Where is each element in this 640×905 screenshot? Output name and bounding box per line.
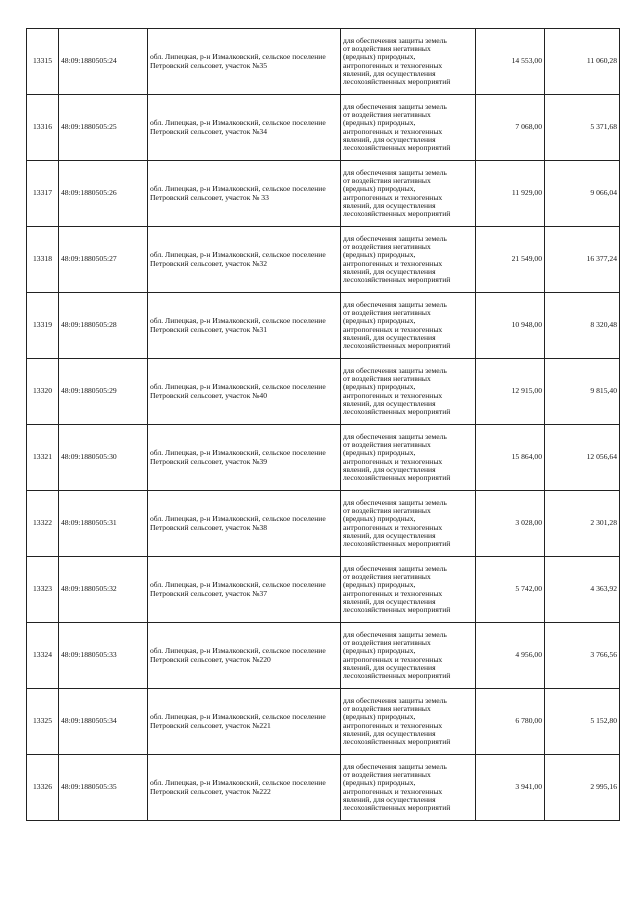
- row-number-cell: 13317: [27, 161, 59, 227]
- purpose-line: от воздействия негативных: [343, 242, 431, 252]
- cadastral-number-cell: 48:09:1880505:27: [59, 227, 148, 293]
- purpose-line: для обеспечения защиты земель: [343, 167, 447, 177]
- purpose-cell: [341, 491, 476, 557]
- purpose-cell: [341, 29, 476, 95]
- purpose-cell: [341, 359, 476, 425]
- purpose-line: явлений, для осуществления: [343, 266, 436, 276]
- cadastral-number-cell: 48:09:1880505:31: [59, 491, 148, 557]
- purpose-line: антропогенных и техногенных: [343, 126, 443, 136]
- purpose-line: от воздействия негативных: [343, 308, 431, 318]
- table-row: [27, 623, 620, 689]
- purpose-line: (вредных) природных,: [343, 52, 416, 62]
- cadastral-number-cell: 48:09:1880505:26: [59, 161, 148, 227]
- purpose-line: (вредных) природных,: [343, 448, 416, 458]
- address-cell: обл. Липецкая, р-н Измалковский, сельское поселение Петровский сельсовет, участок №37: [148, 557, 341, 623]
- cadastral-value-cell: 8 320,48: [545, 293, 620, 359]
- purpose-cell: [341, 689, 476, 755]
- purpose-line: явлений, для осуществления: [343, 134, 436, 144]
- purpose-line: лесохозяйственных мероприятий: [343, 208, 451, 218]
- cadastral-value-cell: 12 056,64: [545, 425, 620, 491]
- purpose-line: антропогенных и техногенных: [343, 786, 443, 796]
- purpose-line: лесохозяйственных мероприятий: [343, 736, 451, 746]
- row-number-cell: 13320: [27, 359, 59, 425]
- row-number-cell: 13326: [27, 755, 59, 821]
- purpose-line: для обеспечения защиты земель: [343, 497, 447, 507]
- area-cell: 15 864,00: [476, 425, 545, 491]
- purpose-line: явлений, для осуществления: [343, 662, 436, 672]
- address-cell: обл. Липецкая, р-н Измалковский, сельское поселение Петровский сельсовет, участок № 33: [148, 161, 341, 227]
- area-cell: 3 028,00: [476, 491, 545, 557]
- purpose-line: для обеспечения защиты земель: [343, 233, 447, 243]
- purpose-line: (вредных) природных,: [343, 184, 416, 194]
- cadastral-number-cell: 48:09:1880505:32: [59, 557, 148, 623]
- purpose-line: явлений, для осуществления: [343, 200, 436, 210]
- purpose-line: явлений, для осуществления: [343, 794, 436, 804]
- land-registry-table: [26, 28, 620, 821]
- purpose-line: антропогенных и техногенных: [343, 588, 443, 598]
- purpose-line: от воздействия негативных: [343, 572, 431, 582]
- row-number-cell: 13322: [27, 491, 59, 557]
- table-row: [27, 425, 620, 491]
- purpose-line: для обеспечения защиты земель: [343, 299, 447, 309]
- address-cell: обл. Липецкая, р-н Измалковский, сельское поселение Петровский сельсовет, участок №35: [148, 29, 341, 95]
- row-number-cell: 13323: [27, 557, 59, 623]
- cadastral-number-cell: 48:09:1880505:29: [59, 359, 148, 425]
- table-row: [27, 359, 620, 425]
- cadastral-value-cell: 5 371,68: [545, 95, 620, 161]
- purpose-line: от воздействия негативных: [343, 638, 431, 648]
- purpose-line: для обеспечения защиты земель: [343, 365, 447, 375]
- purpose-line: для обеспечения защиты земель: [343, 695, 447, 705]
- cadastral-value-cell: 9 066,04: [545, 161, 620, 227]
- purpose-line: явлений, для осуществления: [343, 596, 436, 606]
- cadastral-value-cell: 2 301,28: [545, 491, 620, 557]
- area-cell: 11 929,00: [476, 161, 545, 227]
- area-cell: 6 780,00: [476, 689, 545, 755]
- purpose-line: (вредных) природных,: [343, 118, 416, 128]
- area-cell: 7 068,00: [476, 95, 545, 161]
- purpose-line: (вредных) природных,: [343, 514, 416, 524]
- purpose-line: лесохозяйственных мероприятий: [343, 76, 451, 86]
- cadastral-value-cell: 11 060,28: [545, 29, 620, 95]
- purpose-line: (вредных) природных,: [343, 250, 416, 260]
- purpose-line: от воздействия негативных: [343, 176, 431, 186]
- purpose-line: антропогенных и техногенных: [343, 192, 443, 202]
- registry-body: [27, 29, 620, 821]
- area-cell: 21 549,00: [476, 227, 545, 293]
- cadastral-value-cell: 5 152,80: [545, 689, 620, 755]
- table-row: [27, 161, 620, 227]
- purpose-line: лесохозяйственных мероприятий: [343, 472, 451, 482]
- cadastral-number-cell: 48:09:1880505:30: [59, 425, 148, 491]
- purpose-line: лесохозяйственных мероприятий: [343, 274, 451, 284]
- table-row: [27, 689, 620, 755]
- purpose-line: лесохозяйственных мероприятий: [343, 538, 451, 548]
- cadastral-value-cell: 4 363,92: [545, 557, 620, 623]
- table-row: [27, 491, 620, 557]
- area-cell: 3 941,00: [476, 755, 545, 821]
- address-cell: обл. Липецкая, р-н Измалковский, сельское поселение Петровский сельсовет, участок №31: [148, 293, 341, 359]
- cadastral-number-cell: 48:09:1880505:28: [59, 293, 148, 359]
- purpose-cell: [341, 293, 476, 359]
- purpose-line: лесохозяйственных мероприятий: [343, 604, 451, 614]
- address-cell: обл. Липецкая, р-н Измалковский, сельское поселение Петровский сельсовет, участок №34: [148, 95, 341, 161]
- area-cell: 5 742,00: [476, 557, 545, 623]
- purpose-cell: [341, 227, 476, 293]
- purpose-line: явлений, для осуществления: [343, 332, 436, 342]
- purpose-line: (вредных) природных,: [343, 382, 416, 392]
- purpose-line: для обеспечения защиты земель: [343, 431, 447, 441]
- purpose-line: от воздействия негативных: [343, 440, 431, 450]
- purpose-cell: [341, 557, 476, 623]
- cadastral-number-cell: 48:09:1880505:33: [59, 623, 148, 689]
- table-row: [27, 557, 620, 623]
- cadastral-number-cell: 48:09:1880505:25: [59, 95, 148, 161]
- purpose-line: явлений, для осуществления: [343, 464, 436, 474]
- row-number-cell: 13319: [27, 293, 59, 359]
- cadastral-number-cell: 48:09:1880505:34: [59, 689, 148, 755]
- purpose-line: лесохозяйственных мероприятий: [343, 406, 451, 416]
- purpose-line: от воздействия негативных: [343, 770, 431, 780]
- purpose-line: антропогенных и техногенных: [343, 258, 443, 268]
- purpose-line: явлений, для осуществления: [343, 68, 436, 78]
- cadastral-value-cell: 3 766,56: [545, 623, 620, 689]
- purpose-cell: [341, 623, 476, 689]
- purpose-line: для обеспечения защиты земель: [343, 101, 447, 111]
- purpose-line: (вредных) природных,: [343, 316, 416, 326]
- purpose-line: для обеспечения защиты земель: [343, 761, 447, 771]
- cadastral-number-cell: 48:09:1880505:35: [59, 755, 148, 821]
- purpose-line: от воздействия негативных: [343, 704, 431, 714]
- table-row: [27, 95, 620, 161]
- purpose-line: лесохозяйственных мероприятий: [343, 802, 451, 812]
- area-cell: 14 553,00: [476, 29, 545, 95]
- area-cell: 4 956,00: [476, 623, 545, 689]
- row-number-cell: 13321: [27, 425, 59, 491]
- area-cell: 10 948,00: [476, 293, 545, 359]
- cadastral-value-cell: 16 377,24: [545, 227, 620, 293]
- purpose-line: антропогенных и техногенных: [343, 720, 443, 730]
- purpose-line: (вредных) природных,: [343, 712, 416, 722]
- purpose-line: антропогенных и техногенных: [343, 522, 443, 532]
- purpose-line: явлений, для осуществления: [343, 530, 436, 540]
- address-cell: обл. Липецкая, р-н Измалковский, сельское поселение Петровский сельсовет, участок №221: [148, 689, 341, 755]
- purpose-line: антропогенных и техногенных: [343, 456, 443, 466]
- purpose-line: антропогенных и техногенных: [343, 390, 443, 400]
- purpose-cell: [341, 755, 476, 821]
- purpose-line: от воздействия негативных: [343, 374, 431, 384]
- purpose-line: антропогенных и техногенных: [343, 654, 443, 664]
- row-number-cell: 13318: [27, 227, 59, 293]
- table-row: [27, 293, 620, 359]
- purpose-cell: [341, 95, 476, 161]
- table-row: [27, 227, 620, 293]
- address-cell: обл. Липецкая, р-н Измалковский, сельское поселение Петровский сельсовет, участок №39: [148, 425, 341, 491]
- purpose-line: лесохозяйственных мероприятий: [343, 142, 451, 152]
- purpose-cell: [341, 425, 476, 491]
- purpose-line: от воздействия негативных: [343, 506, 431, 516]
- purpose-line: лесохозяйственных мероприятий: [343, 340, 451, 350]
- purpose-line: для обеспечения защиты земель: [343, 563, 447, 573]
- purpose-line: антропогенных и техногенных: [343, 60, 443, 70]
- purpose-line: для обеспечения защиты земель: [343, 629, 447, 639]
- purpose-line: от воздействия негативных: [343, 110, 431, 120]
- purpose-line: лесохозяйственных мероприятий: [343, 670, 451, 680]
- address-cell: обл. Липецкая, р-н Измалковский, сельское поселение Петровский сельсовет, участок №32: [148, 227, 341, 293]
- purpose-line: явлений, для осуществления: [343, 398, 436, 408]
- row-number-cell: 13315: [27, 29, 59, 95]
- purpose-line: (вредных) природных,: [343, 778, 416, 788]
- purpose-line: от воздействия негативных: [343, 44, 431, 54]
- cadastral-value-cell: 9 815,40: [545, 359, 620, 425]
- cadastral-number-cell: 48:09:1880505:24: [59, 29, 148, 95]
- row-number-cell: 13316: [27, 95, 59, 161]
- table-row: [27, 755, 620, 821]
- address-cell: обл. Липецкая, р-н Измалковский, сельское поселение Петровский сельсовет, участок №38: [148, 491, 341, 557]
- address-cell: обл. Липецкая, р-н Измалковский, сельское поселение Петровский сельсовет, участок №220: [148, 623, 341, 689]
- table-row: [27, 29, 620, 95]
- purpose-line: явлений, для осуществления: [343, 728, 436, 738]
- address-cell: обл. Липецкая, р-н Измалковский, сельское поселение Петровский сельсовет, участок №222: [148, 755, 341, 821]
- purpose-line: (вредных) природных,: [343, 580, 416, 590]
- row-number-cell: 13324: [27, 623, 59, 689]
- purpose-line: (вредных) природных,: [343, 646, 416, 656]
- cadastral-value-cell: 2 995,16: [545, 755, 620, 821]
- row-number-cell: 13325: [27, 689, 59, 755]
- address-cell: обл. Липецкая, р-н Измалковский, сельское поселение Петровский сельсовет, участок №40: [148, 359, 341, 425]
- purpose-line: антропогенных и техногенных: [343, 324, 443, 334]
- purpose-line: для обеспечения защиты земель: [343, 35, 447, 45]
- purpose-cell: [341, 161, 476, 227]
- area-cell: 12 915,00: [476, 359, 545, 425]
